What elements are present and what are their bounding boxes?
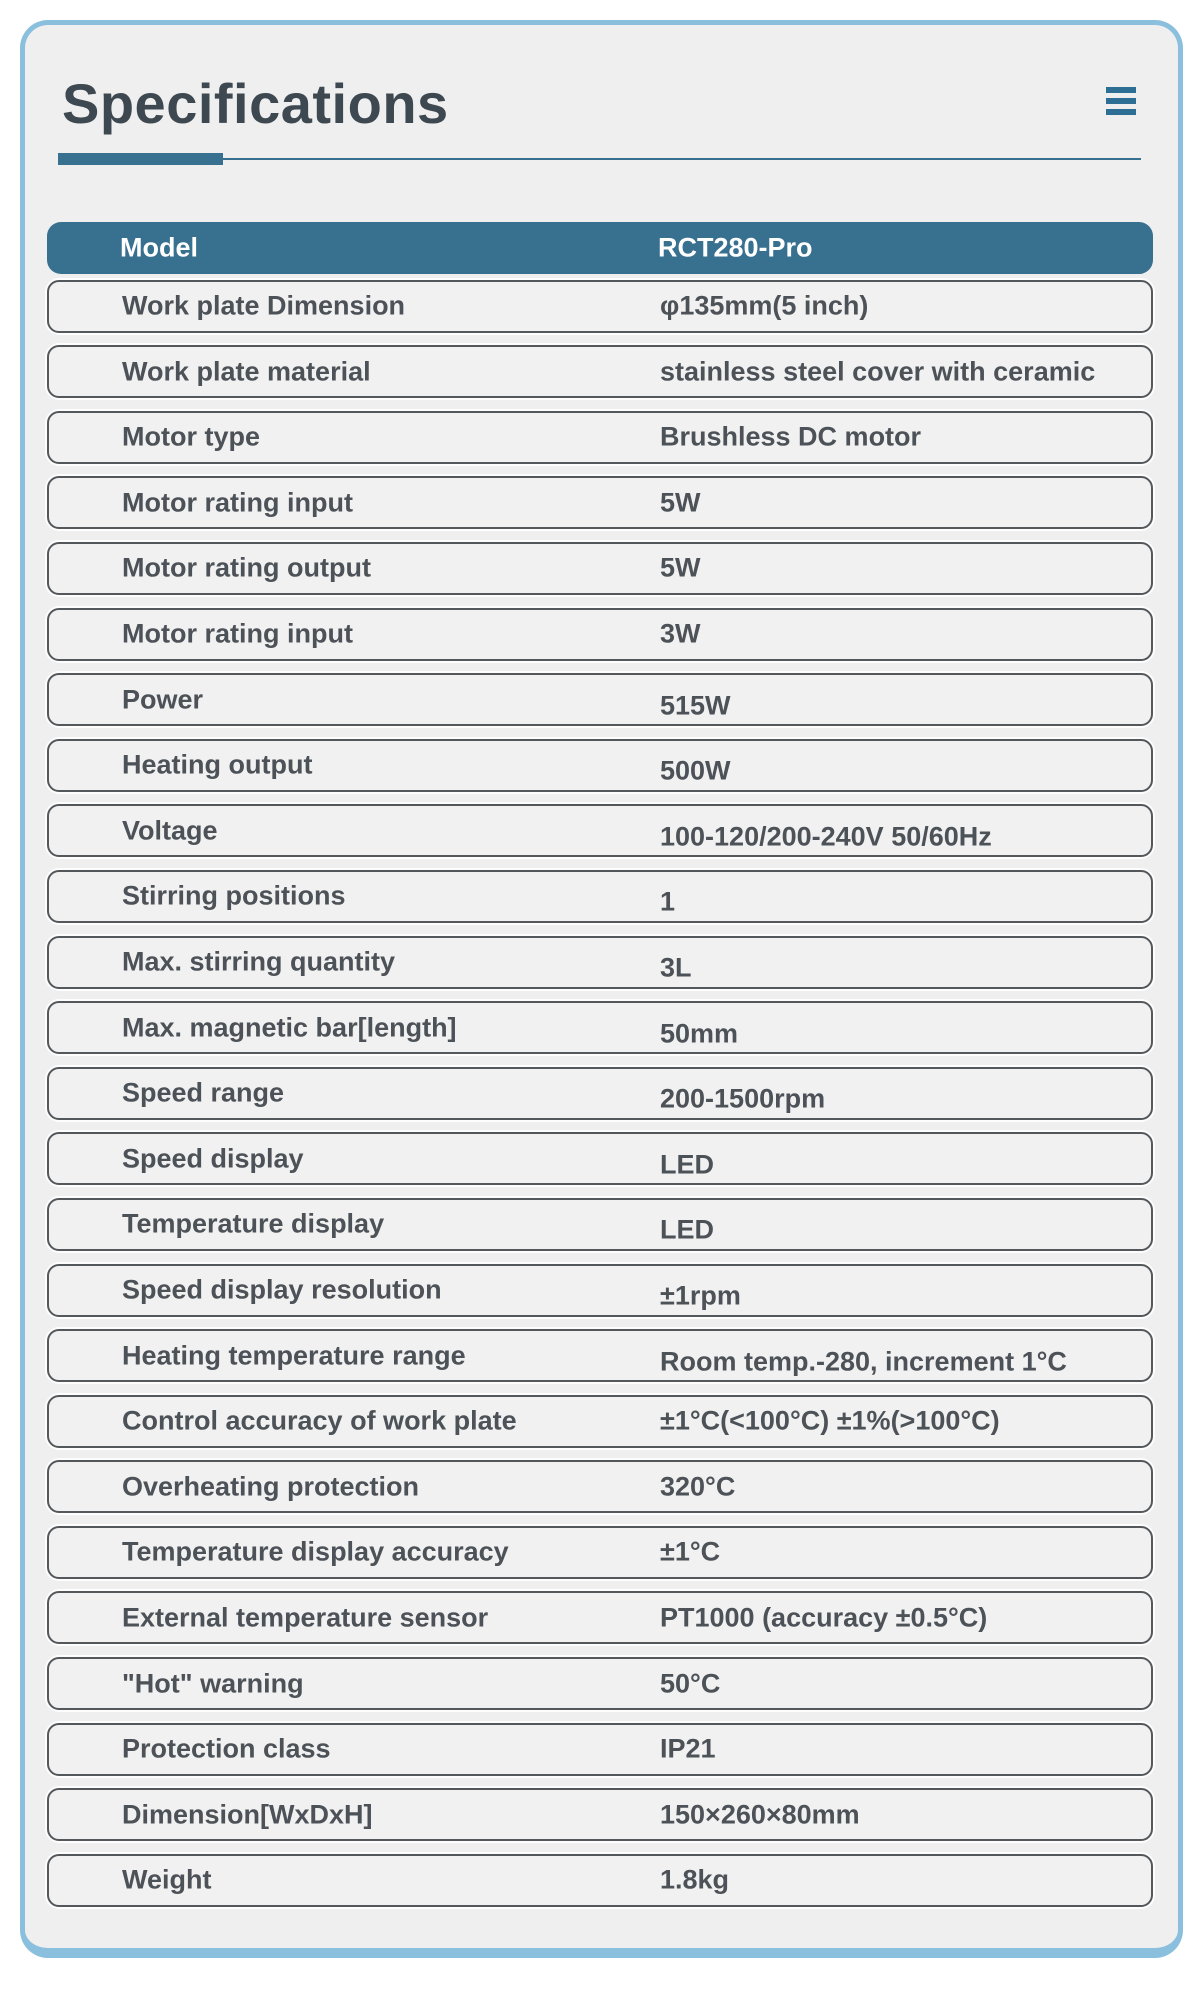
row-label: Speed range [122, 1077, 285, 1108]
table-row [47, 1001, 1153, 1054]
row-value: 515W [660, 690, 731, 721]
row-label: Motor type [122, 421, 260, 452]
table-row [47, 739, 1153, 792]
row-value: 200-1500rpm [660, 1083, 826, 1114]
row-label: Motor rating output [122, 552, 371, 583]
table-row [47, 476, 1153, 529]
table-row [47, 1723, 1153, 1776]
header-label: Model [120, 232, 198, 263]
row-label: Work plate Dimension [122, 290, 406, 321]
table-row [47, 345, 1153, 398]
row-value: LED [660, 1214, 714, 1245]
row-label: External temperature sensor [122, 1602, 489, 1633]
table-row [47, 1395, 1153, 1448]
row-label: Max. stirring quantity [122, 946, 396, 977]
row-label: Max. magnetic bar[length] [122, 1012, 457, 1043]
table-row [47, 936, 1153, 989]
table-row [47, 411, 1153, 464]
table-row [47, 870, 1153, 923]
divider-line [223, 158, 1141, 160]
table-row [47, 1460, 1153, 1513]
row-label: Heating output [122, 749, 313, 780]
table-row [47, 673, 1153, 726]
row-value: 3W [660, 618, 701, 649]
row-value: 150×260×80mm [660, 1799, 860, 1830]
row-label: Control accuracy of work plate [122, 1405, 517, 1436]
hamburger-menu-icon[interactable] [1106, 87, 1136, 115]
row-label: Overheating protection [122, 1471, 420, 1502]
spec-table [47, 222, 1153, 1907]
table-row [47, 608, 1153, 661]
row-label: "Hot" warning [122, 1668, 304, 1699]
row-value: 50°C [660, 1668, 721, 1699]
row-label: Temperature display accuracy [122, 1536, 509, 1567]
table-row [47, 1132, 1153, 1185]
row-label: Stirring positions [122, 880, 346, 911]
menu-bar [1106, 98, 1136, 104]
row-value: 100-120/200-240V 50/60Hz [660, 821, 992, 852]
row-label: Motor rating input [122, 487, 353, 518]
page-title: Specifications [62, 72, 449, 135]
row-value: 1 [660, 886, 676, 917]
table-row [47, 1264, 1153, 1317]
table-row [47, 1788, 1153, 1841]
row-value: 50mm [660, 1018, 739, 1049]
row-value: ±1rpm [660, 1280, 741, 1311]
table-rows [47, 280, 1153, 1907]
table-row [47, 804, 1153, 857]
menu-bar [1106, 109, 1136, 115]
row-value: 5W [660, 552, 701, 583]
menu-bar [1106, 87, 1136, 93]
row-label: Speed display [122, 1143, 304, 1174]
row-label: Voltage [122, 815, 218, 846]
row-value: φ135mm(5 inch) [660, 290, 869, 321]
title-divider [58, 153, 1141, 165]
header-value: RCT280-Pro [658, 232, 813, 263]
row-label: Work plate material [122, 356, 371, 387]
row-value: Brushless DC motor [660, 421, 922, 452]
row-value: Room temp.-280, increment 1°C [660, 1346, 1067, 1377]
row-value: LED [660, 1149, 714, 1180]
row-value: PT1000 (accuracy ±0.5°C) [660, 1602, 988, 1633]
table-header-row [47, 222, 1153, 274]
row-value: 3L [660, 952, 692, 983]
divider-accent-segment [58, 153, 223, 165]
table-row [47, 1329, 1153, 1382]
row-value: stainless steel cover with ceramic [660, 356, 1096, 387]
table-row [47, 1657, 1153, 1710]
table-row [47, 1067, 1153, 1120]
table-row [47, 542, 1153, 595]
row-label: Motor rating input [122, 618, 353, 649]
table-row [47, 1591, 1153, 1644]
table-row [47, 1854, 1153, 1907]
table-row [47, 1526, 1153, 1579]
row-value: 320°C [660, 1471, 736, 1502]
row-label: Heating temperature range [122, 1340, 466, 1371]
row-label: Weight [122, 1864, 212, 1895]
table-row [47, 1198, 1153, 1251]
row-label: Power [122, 684, 204, 715]
row-value: IP21 [660, 1733, 716, 1764]
row-value: ±1°C(<100°C) ±1%(>100°C) [660, 1405, 1000, 1436]
row-label: Dimension[WxDxH] [122, 1799, 373, 1830]
card-header [25, 25, 1178, 135]
row-value: ±1°C [660, 1536, 721, 1567]
row-label: Protection class [122, 1733, 331, 1764]
row-label: Temperature display [122, 1208, 385, 1239]
row-label: Speed display resolution [122, 1274, 442, 1305]
row-value: 5W [660, 487, 701, 518]
row-value: 1.8kg [660, 1864, 730, 1895]
row-value: 500W [660, 755, 731, 786]
specifications-card [20, 20, 1183, 1958]
table-row [47, 280, 1153, 333]
